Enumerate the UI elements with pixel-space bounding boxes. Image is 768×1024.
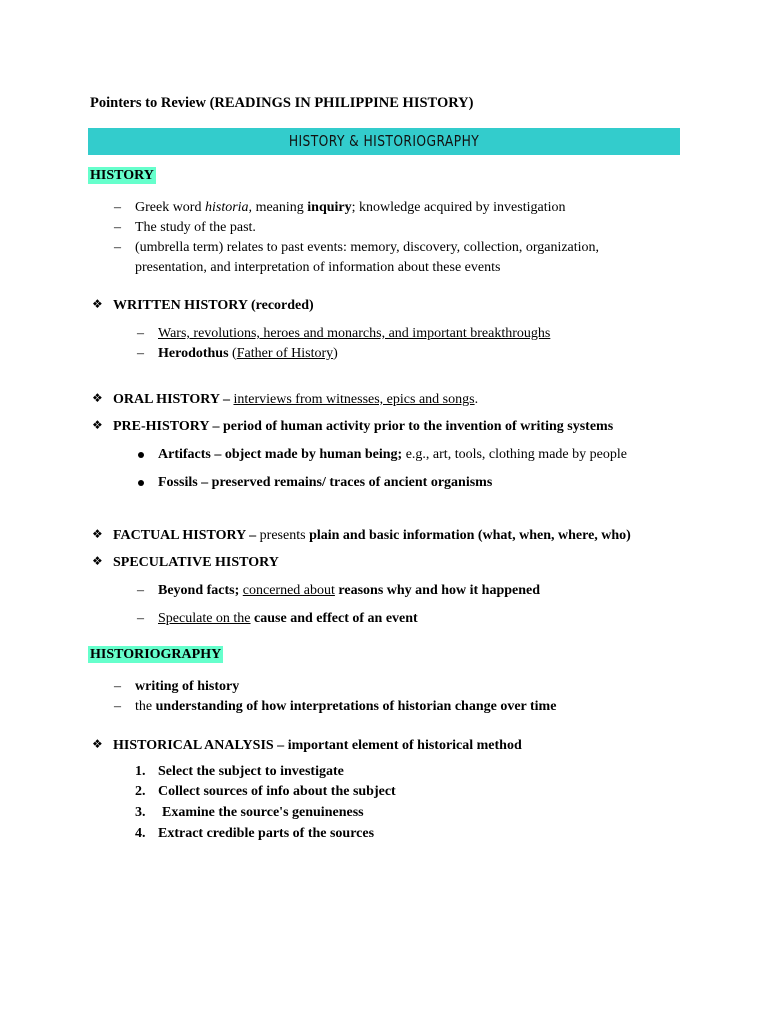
text-bold: Herodothus xyxy=(158,346,229,361)
text: e.g., art, tools, clothing made by people xyxy=(402,447,627,462)
step-number: 2. xyxy=(135,784,146,799)
diamond-bullet-icon: ❖ xyxy=(92,554,103,568)
history-line-3-cont: presentation, and interpretation of information about these events xyxy=(135,260,501,275)
historical-analysis-heading xyxy=(113,736,522,756)
oral-history-line xyxy=(113,390,478,410)
text: Greek word xyxy=(135,200,205,215)
text-bold: plain and basic information (what, when, where, who) xyxy=(309,528,631,543)
text-underline: concerned about xyxy=(242,583,335,598)
round-bullet-icon xyxy=(138,452,144,458)
step-number: 4. xyxy=(135,826,146,841)
written-history-item-1: Wars, revolutions, heroes and monarchs, and important breakthroughs xyxy=(158,326,551,341)
text-bold: cause and effect of an event xyxy=(250,611,418,626)
diamond-bullet-icon: ❖ xyxy=(92,527,103,541)
text-bold: important element of historical method xyxy=(287,738,522,753)
text-bold: ORAL HISTORY – xyxy=(113,392,234,407)
written-history-item-2 xyxy=(158,344,338,364)
text: ; knowledge acquired by investigation xyxy=(351,200,566,215)
history-line-2: The study of the past. xyxy=(135,220,256,235)
text-underline: interviews from witnesses, epics and songs xyxy=(233,392,475,407)
historiography-heading xyxy=(88,645,223,665)
text-bold: HISTORICAL ANALYSIS – xyxy=(113,738,288,753)
section-banner xyxy=(88,128,680,155)
speculative-item-1 xyxy=(158,581,540,601)
page-title: Pointers to Review (READINGS IN PHILIPPINE HISTORY) xyxy=(90,95,474,111)
banner-title: HISTORY & HISTORIOGRAPHY xyxy=(288,132,480,150)
text: . xyxy=(474,392,479,407)
analysis-step-4: Extract credible parts of the sources xyxy=(158,826,375,841)
step-number: 1. xyxy=(135,764,146,779)
text: the xyxy=(135,699,156,714)
analysis-step-1: Select the subject to investigate xyxy=(158,764,344,779)
historiography-item-2 xyxy=(135,697,556,717)
text-bold: inquiry xyxy=(307,200,352,215)
historiography-item-1: writing of history xyxy=(135,679,240,694)
analysis-step-3: Examine the source's genuineness xyxy=(162,805,364,820)
text-bold: Beyond facts; xyxy=(158,583,243,598)
text-bold: Artifacts – object made by human being; xyxy=(158,447,403,462)
dash-bullet: – xyxy=(114,200,121,215)
text-underline: Father of History xyxy=(236,346,334,361)
history-line-3: (umbrella term) relates to past events: memory, discovery, collection, organization, xyxy=(135,240,600,255)
diamond-bullet-icon: ❖ xyxy=(92,391,103,405)
text: meaning xyxy=(252,200,308,215)
dash-bullet: – xyxy=(137,326,144,341)
pre-history-heading: PRE-HISTORY – period of human activity prior to the invention of writing systems xyxy=(113,419,614,434)
text-bold: FACTUAL HISTORY – xyxy=(113,528,260,543)
diamond-bullet-icon: ❖ xyxy=(92,297,103,311)
speculative-history-heading: SPECULATIVE HISTORY xyxy=(113,555,279,570)
speculative-item-2 xyxy=(158,609,418,629)
dash-bullet: – xyxy=(114,240,121,255)
history-heading-label: HISTORY xyxy=(90,168,154,183)
history-heading xyxy=(88,166,156,186)
dash-bullet: – xyxy=(114,699,121,714)
pre-history-fossils: Fossils – preserved remains/ traces of ancient organisms xyxy=(158,475,493,490)
history-line-1 xyxy=(135,198,565,218)
text: presents xyxy=(259,528,310,543)
written-history-heading: WRITTEN HISTORY (recorded) xyxy=(113,298,314,313)
step-number: 3. xyxy=(135,805,146,820)
dash-bullet: – xyxy=(114,220,121,235)
text-underline: Speculate on the xyxy=(158,611,251,626)
dash-bullet: – xyxy=(137,611,144,626)
text-italic: historia, xyxy=(204,200,253,215)
text-bold: reasons why and how it happened xyxy=(334,583,541,598)
factual-history-line xyxy=(113,526,631,546)
diamond-bullet-icon: ❖ xyxy=(92,418,103,432)
historiography-heading-label: HISTORIOGRAPHY xyxy=(90,647,222,662)
pre-history-artifacts xyxy=(158,445,627,465)
dash-bullet: – xyxy=(137,346,144,361)
dash-bullet: – xyxy=(137,583,144,598)
round-bullet-icon xyxy=(138,480,144,486)
text: ) xyxy=(333,346,338,361)
text-bold: understanding of how interpretations of historian change over time xyxy=(155,699,557,714)
diamond-bullet-icon: ❖ xyxy=(92,737,103,751)
dash-bullet: – xyxy=(114,679,121,694)
text: ( xyxy=(228,346,237,361)
analysis-step-2: Collect sources of info about the subject xyxy=(158,784,396,799)
